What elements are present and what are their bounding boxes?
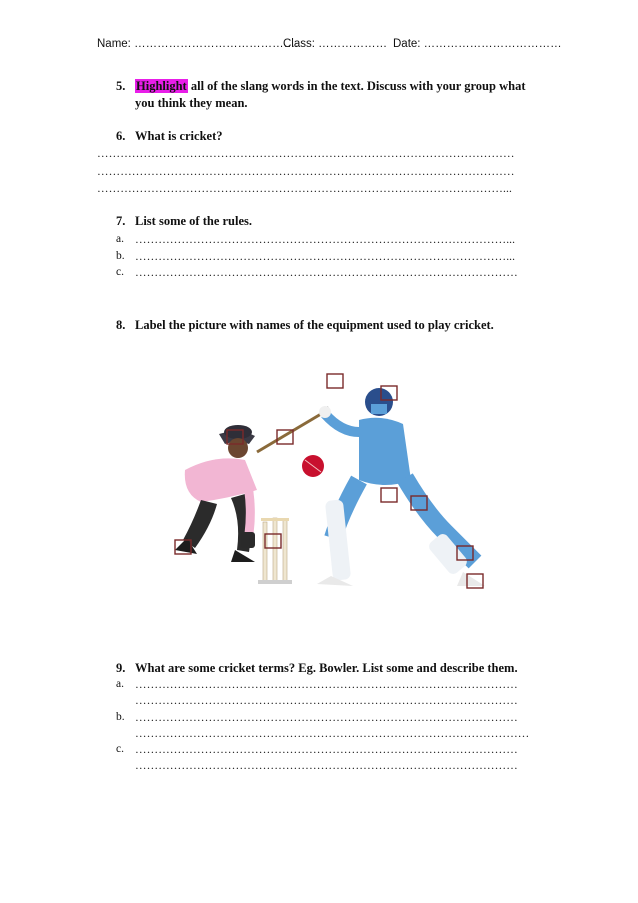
answer-line[interactable]: ……………………………………………………………………………………... (135, 234, 516, 246)
question-number: 7. (116, 214, 126, 228)
question-7 (116, 213, 252, 230)
answer-line[interactable]: ……………………………………………………………………………………… (135, 744, 518, 756)
item-label: b. (116, 250, 125, 262)
answer-line[interactable]: ……………………………………………………………………………………… (135, 267, 518, 279)
question-text: What are some cricket terms? Eg. Bowler. List some and describe them. (135, 661, 518, 675)
question-number: 5. (116, 79, 126, 93)
item-label: c. (116, 743, 124, 755)
question-6 (116, 128, 222, 145)
wicket-keeper (175, 425, 257, 562)
answer-line[interactable]: ……………………………………………………………………………………… (135, 760, 518, 772)
answer-line[interactable]: ……………………………………………………………………………………… (135, 712, 518, 724)
answer-line[interactable]: ……………………………………………………………………………………………… (97, 148, 515, 160)
label-box[interactable] (381, 488, 397, 502)
name-field[interactable]: Name: ……………………………………. (97, 38, 299, 50)
question-text: List some of the rules. (135, 214, 252, 228)
question-number: 9. (116, 661, 126, 675)
batsman (317, 388, 485, 586)
question-5 (116, 78, 525, 95)
highlighted-word: Highlight (136, 79, 187, 93)
question-text: Label the picture with names of the equipment used to play cricket. (135, 318, 494, 332)
question-8 (116, 317, 494, 334)
cricket-picture (145, 362, 513, 614)
question-9 (116, 660, 518, 677)
question-text: What is cricket? (135, 129, 223, 143)
answer-line[interactable]: ………………………………………………………………………………………… (135, 728, 530, 740)
question-text: all of the slang words in the text. Discuss with your group what (187, 79, 526, 93)
question-5-line-2: you think they mean. (135, 96, 248, 110)
item-label: a. (116, 233, 124, 245)
question-number: 6. (116, 129, 126, 143)
answer-line[interactable]: ……………………………………………………………………………………… (135, 695, 518, 707)
item-label: c. (116, 266, 124, 278)
item-label: a. (116, 678, 124, 690)
date-field[interactable]: Date: ……………………………… (393, 38, 562, 50)
class-field[interactable]: Class: ……………… (283, 38, 388, 50)
answer-line[interactable]: ……………………………………………………………………………………... (135, 251, 516, 263)
stumps (258, 518, 292, 584)
question-number: 8. (116, 318, 126, 332)
item-label: b. (116, 711, 125, 723)
answer-line[interactable]: ……………………………………………………………………………………… (135, 679, 518, 691)
answer-line[interactable]: ……………………………………………………………………………………………… (97, 166, 515, 178)
answer-line[interactable]: ……………………………………………………………………………………………... (97, 183, 512, 195)
label-box[interactable] (327, 374, 343, 388)
